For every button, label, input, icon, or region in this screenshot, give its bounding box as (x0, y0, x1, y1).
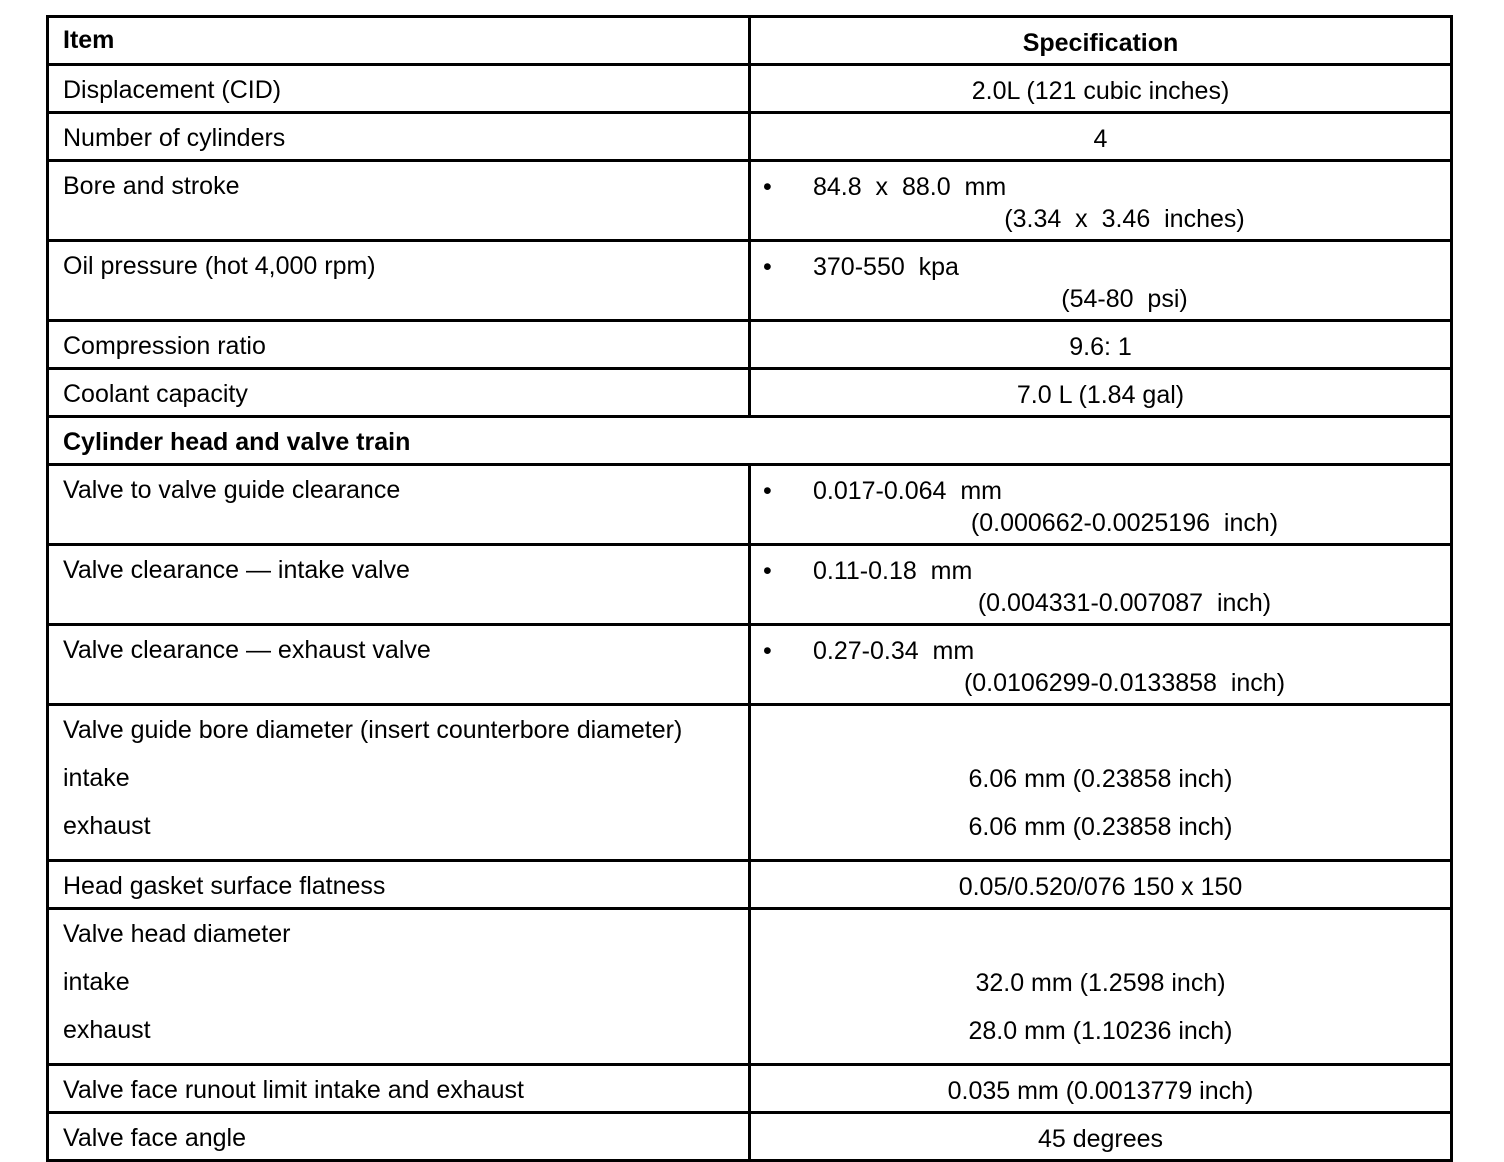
spec-value: 0.05/0.520/076 150 x 150 (750, 861, 1452, 909)
table-row (48, 113, 1452, 161)
bullet-icon: • (763, 637, 772, 665)
table-row (48, 241, 1452, 321)
spec-value-intake: 32.0 mm (1.2598 inch) (975, 969, 1226, 997)
table-row (48, 321, 1452, 369)
item-label: Oil pressure (hot 4,000 rpm) (48, 241, 750, 321)
item-label: Valve clearance — exhaust valve (48, 625, 750, 705)
item-label: Valve to valve guide clearance (48, 465, 750, 545)
spec-value-exhaust: 28.0 mm (1.10236 inch) (968, 1017, 1233, 1045)
item-label: Compression ratio (48, 321, 750, 369)
item-label-group (48, 705, 750, 861)
spec-value: 2.0L (121 cubic inches) (750, 65, 1452, 113)
sub-label-exhaust: exhaust (63, 1016, 151, 1044)
spec-value: 4 (750, 113, 1452, 161)
spec-line-imperial: (0.004331-0.007087 inch) (977, 589, 1272, 617)
item-label-group (48, 909, 750, 1065)
item-label: Valve head diameter (63, 920, 291, 948)
item-label: Head gasket surface flatness (48, 861, 750, 909)
item-label: Number of cylinders (48, 113, 750, 161)
spec-line-imperial: (3.34 x 3.46 inches) (1004, 205, 1245, 233)
spacer (751, 715, 1450, 763)
spec-line-imperial: (54-80 psi) (1061, 285, 1188, 313)
spec-line-metric: 370-550 kpa (813, 253, 959, 281)
table-row (48, 161, 1452, 241)
spec-value-exhaust: 6.06 mm (0.23858 inch) (968, 813, 1233, 841)
spec-value (750, 465, 1452, 545)
spec-value: 7.0 L (1.84 gal) (750, 369, 1452, 417)
spec-value-group (750, 909, 1452, 1065)
spec-value (750, 545, 1452, 625)
spec-value: 0.035 mm (0.0013779 inch) (750, 1065, 1452, 1113)
spec-value (750, 625, 1452, 705)
header-item: Item (48, 17, 750, 65)
item-label: Valve face angle (48, 1113, 750, 1161)
sub-label-intake: intake (63, 968, 130, 996)
table-row (48, 909, 1452, 1065)
table-row (48, 625, 1452, 705)
header-specification: Specification (750, 17, 1452, 65)
bullet-icon: • (763, 477, 772, 505)
header-row (48, 17, 1452, 65)
table-row (48, 705, 1452, 861)
item-label: Bore and stroke (48, 161, 750, 241)
table-row (48, 465, 1452, 545)
table-row (48, 545, 1452, 625)
item-label: Valve guide bore diameter (insert counterbore diameter) (63, 716, 683, 744)
bullet-icon: • (763, 173, 772, 201)
section-row (48, 417, 1452, 465)
spec-line-imperial: (0.0106299-0.0133858 inch) (963, 669, 1286, 697)
spec-line-metric: 0.27-0.34 mm (813, 637, 975, 665)
item-label: Valve clearance — intake valve (48, 545, 750, 625)
section-title: Cylinder head and valve train (48, 417, 1452, 465)
bullet-icon: • (763, 557, 772, 585)
sub-label-exhaust: exhaust (63, 812, 151, 840)
spec-value (750, 241, 1452, 321)
table-row (48, 861, 1452, 909)
table-row (48, 369, 1452, 417)
spec-line-metric: 0.017-0.064 mm (813, 477, 1002, 505)
bullet-icon: • (763, 253, 772, 281)
spec-line-metric: 84.8 x 88.0 mm (813, 173, 1007, 201)
spec-table (46, 15, 1453, 1162)
spec-line-imperial: (0.000662-0.0025196 inch) (970, 509, 1279, 537)
spec-value: 9.6: 1 (750, 321, 1452, 369)
table-row (48, 1113, 1452, 1161)
item-label: Coolant capacity (48, 369, 750, 417)
spec-value-group (750, 705, 1452, 861)
spec-line-metric: 0.11-0.18 mm (813, 557, 973, 585)
spec-value-intake: 6.06 mm (0.23858 inch) (968, 765, 1233, 793)
spacer (751, 919, 1450, 967)
item-label: Valve face runout limit intake and exhaust (48, 1065, 750, 1113)
table-row (48, 65, 1452, 113)
spec-value: 45 degrees (750, 1113, 1452, 1161)
sub-label-intake: intake (63, 764, 130, 792)
table-row (48, 1065, 1452, 1113)
item-label: Displacement (CID) (48, 65, 750, 113)
spec-value (750, 161, 1452, 241)
